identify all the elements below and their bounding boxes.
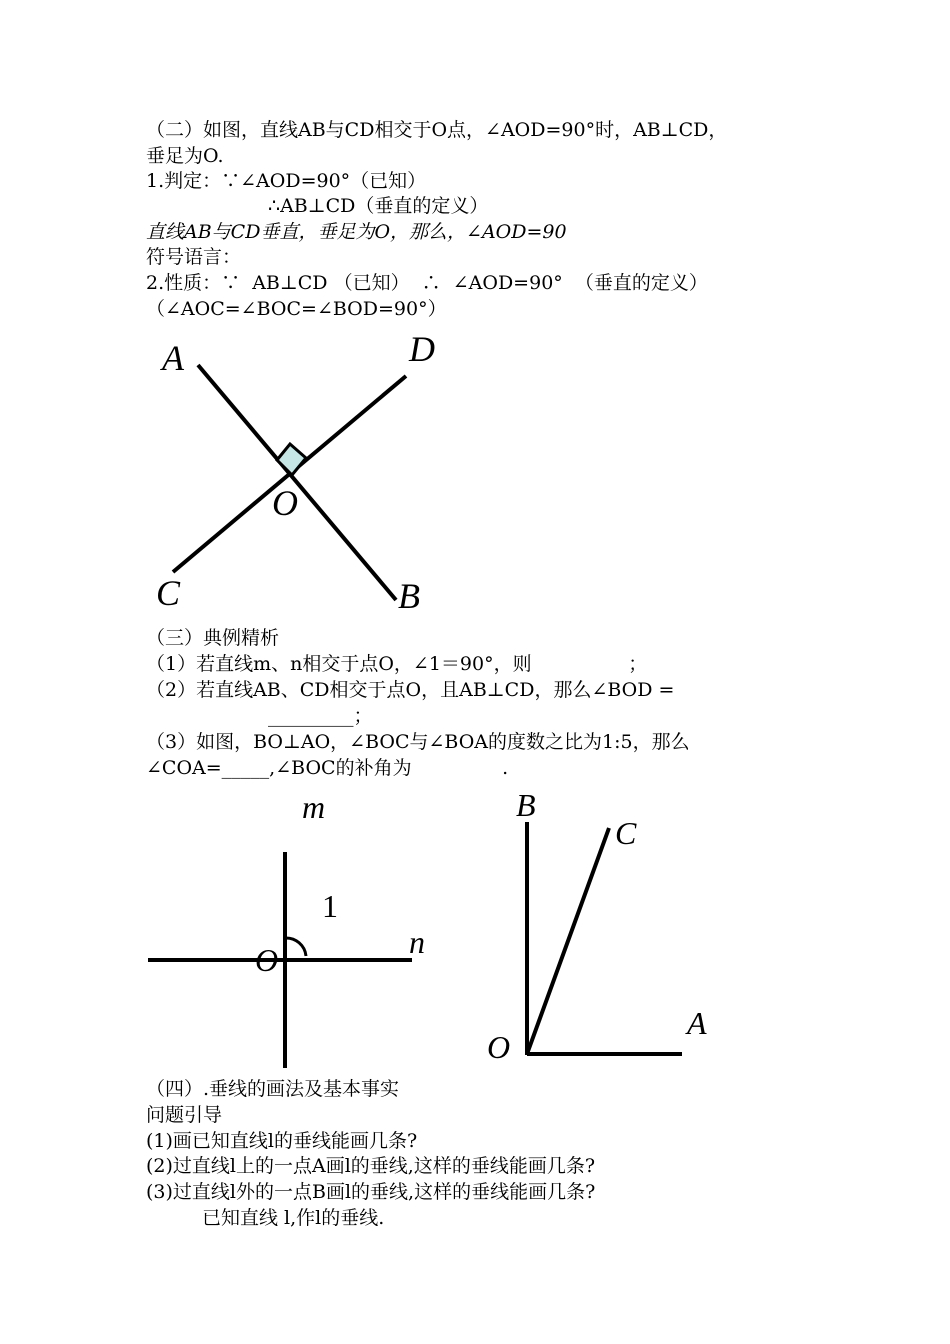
angle-1-arc <box>285 938 306 956</box>
label-c: C <box>156 573 181 613</box>
text-line: 符号语言： <box>146 246 242 268</box>
label-o: O <box>272 483 298 523</box>
label-c: C <box>615 815 637 851</box>
text-line: （三）典例精析 <box>146 627 280 649</box>
label-a: A <box>687 1005 707 1041</box>
label-b: B <box>398 576 420 616</box>
label-d: D <box>409 329 435 369</box>
text-line: ∠COA=_____,∠BOC的补角为 . <box>146 757 509 779</box>
label-angle-1: 1 <box>322 888 338 924</box>
text-line: 问题引导 <box>146 1104 223 1126</box>
label-o: O <box>487 1029 511 1065</box>
right-angle-marker <box>277 444 306 475</box>
answer-blank: _________； <box>268 705 373 727</box>
text-line: （二）如图，直线AB与CD相交于O点，∠AOD=90°时，AB⊥CD， <box>146 119 728 141</box>
text-line: （2）若直线AB、CD相交于点O，且AB⊥CD，那么∠BOD = <box>146 679 675 701</box>
label-a: A <box>162 338 184 378</box>
label-b: B <box>516 787 536 823</box>
text-line: (2)过直线l上的一点A画l的垂线,这样的垂线能画几条? <box>146 1155 596 1177</box>
text-line: （1）若直线m、n相交于点O，∠1＝90°，则 ； <box>146 653 648 675</box>
text-line: 直线AB与CD垂直，垂足为O，那么，∠AOD=90 <box>146 221 567 243</box>
text-line: 1.判定：∵∠AOD=90°（已知） <box>146 170 427 192</box>
label-o: O <box>255 942 279 978</box>
label-n: n <box>409 924 425 960</box>
label-m: m <box>302 789 326 825</box>
text-line: （四）.垂线的画法及基本事实 <box>146 1078 400 1100</box>
text-line: ∴AB⊥CD（垂直的定义） <box>268 195 489 217</box>
text-line: (3)过直线l外的一点B画l的垂线,这样的垂线能画几条? <box>146 1181 596 1203</box>
ray-oc <box>527 828 609 1054</box>
text-line: （3）如图，BO⊥AO，∠BOC与∠BOA的度数之比为1:5，那么 <box>146 731 690 753</box>
text-line: 已知直线 l,作l的垂线. <box>202 1207 385 1229</box>
text-line: （∠AOC=∠BOC=∠BOD=90°） <box>146 298 447 320</box>
text-line: 垂足为O. <box>146 145 224 167</box>
text-line: 2.性质：∵ AB⊥CD （已知） ∴ ∠AOD=90° （垂直的定义） <box>146 272 708 294</box>
text-line: (1)画已知直线l的垂线能画几条? <box>146 1130 418 1152</box>
